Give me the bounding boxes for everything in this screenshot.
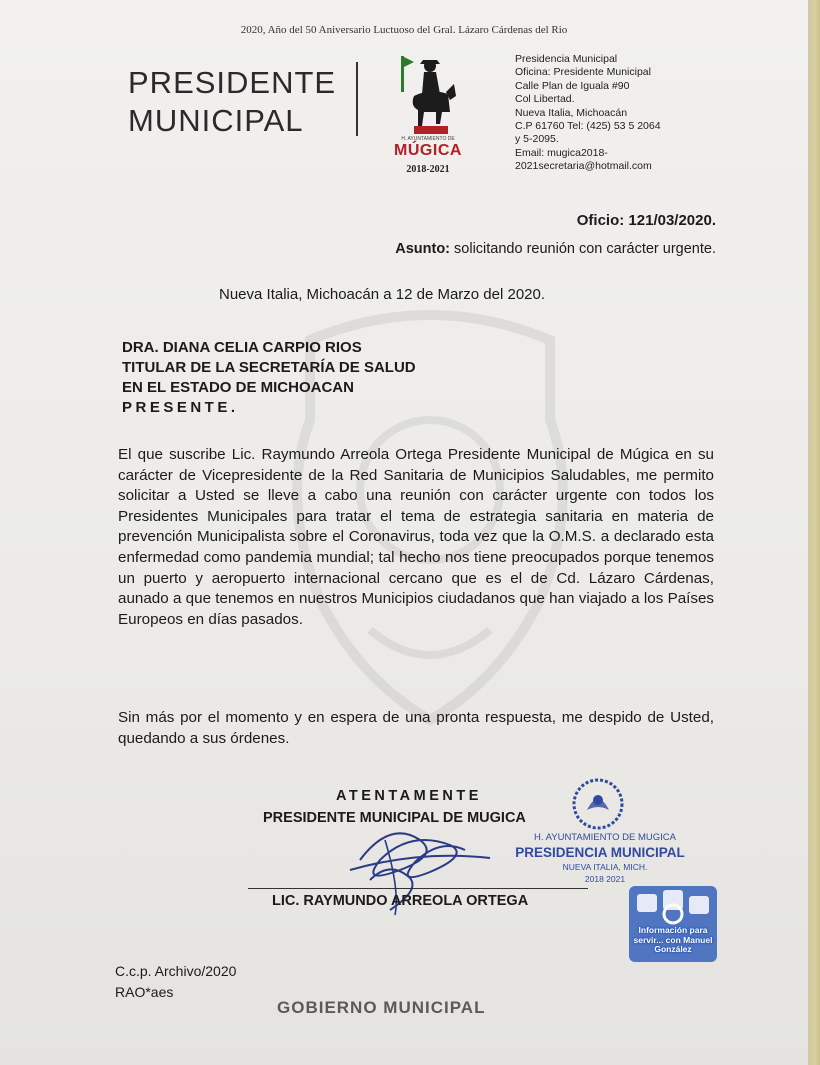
paper-edge <box>808 0 820 1065</box>
signature-line <box>248 888 588 889</box>
horse-rider-logo-icon <box>384 52 476 182</box>
addressee-presente: PRESENTE. <box>122 399 239 416</box>
header-title-line-1: PRESIDENTE <box>128 65 337 100</box>
mexican-eagle-seal-icon <box>565 774 631 832</box>
addressee-name: DRA. DIANA CELIA CARPIO RIOS <box>122 339 362 356</box>
logo-subtitle: H. AYUNTAMIENTO DE <box>401 136 455 142</box>
seal-line-3: NUEVA ITALIA, MICH. <box>562 862 648 872</box>
addressee-block <box>122 338 416 418</box>
badge-line-1: Información para <box>638 925 708 935</box>
addressee-location: EN EL ESTADO DE MICHOACAN <box>122 379 354 396</box>
header-title <box>128 64 336 140</box>
author-initials: RAO*aes <box>115 984 174 1000</box>
seal-line-2: PRESIDENCIA MUNICIPAL <box>515 845 685 860</box>
address-line: y 5-2095. <box>515 133 559 146</box>
copy-notes <box>115 961 236 1003</box>
badge-caption <box>630 926 716 955</box>
badge-line-3: González <box>654 944 692 954</box>
header-divider <box>356 62 358 136</box>
date-line: Nueva Italia, Michoacán a 12 de Marzo del 2020. <box>219 286 546 303</box>
address-line: Nueva Italia, Michoacán <box>515 106 628 119</box>
address-line: Email: mugica2018- <box>515 146 608 159</box>
body-paragraph-1: El que suscribe Lic. Raymundo Arreola Ortega Presidente Municipal de Múgica en su carácter de Vicepresidente de la Red Sanitaria de Municipios Saludables, me permito solicitar a Usted se lleve a cabo una reunión con carácter urgente con todos los Presidentes Municipales para tratar el tema de estrategia sanitaria en materia de prevención Municipalista sobre el Coronavirus, toda vez que la O.M.S. a declarado esta enfermedad como pandemia mundial; tal hecho nos tiene preocupados porque tenemos un puerto y aeropuerto internacional cercano que es el de Cd. Lázaro Cárdenas, aunado a que tenemos en nuestros Municipios ciudadanos que han viajado a los Países Europeos en días pasados. <box>118 446 714 628</box>
address-line: Presidencia Municipal <box>515 53 618 65</box>
badge-line-2: servir... con Manuel <box>633 934 713 945</box>
oficio-number: Oficio: 121/03/2020. <box>576 212 716 229</box>
logo-name: MÚGICA <box>394 142 462 159</box>
addressee-title: TITULAR DE LA SECRETARÍA DE SALUD <box>122 359 416 376</box>
address-line: Col Libertad. <box>515 93 575 106</box>
header-address <box>515 53 715 174</box>
address-line: C.P 61760 Tel: (425) 53 5 2064 <box>515 120 661 133</box>
signer-organization: PRESIDENTE MUNICIPAL DE MUGICA <box>263 810 526 826</box>
subject-line <box>395 241 716 257</box>
header-title-line-2: MUNICIPAL <box>128 103 304 138</box>
subject-label: Asunto: <box>395 241 450 257</box>
closing-atentamente: ATENTAMENTE <box>336 788 482 804</box>
signer-name: LIC. RAYMUNDO ARREOLA ORTEGA <box>272 893 529 909</box>
seal-line-4: 2018 2021 <box>584 874 626 884</box>
address-line: Oficina: Presidente Municipal <box>515 66 651 79</box>
seal-line-1: H. AYUNTAMIENTO DE MUGICA <box>534 832 676 843</box>
address-line: 2021secretaria@hotmail.com <box>515 160 652 173</box>
footer-government: GOBIERNO MUNICIPAL <box>277 998 486 1017</box>
subject-text: solicitando reunión con carácter urgente. <box>450 241 716 257</box>
address-line: Calle Plan de Iguala #90 <box>515 79 630 92</box>
ccp-archive: C.c.p. Archivo/2020 <box>115 963 237 979</box>
motto-line: 2020, Año del 50 Aniversario Luctuoso del Gral. Lázaro Cárdenas del Rio <box>240 24 568 36</box>
logo-years: 2018-2021 <box>406 164 450 175</box>
body-paragraph-2: Sin más por el momento y en espera de una pronta respuesta, me despido de Usted, quedando a sus órdenes. <box>118 709 714 747</box>
